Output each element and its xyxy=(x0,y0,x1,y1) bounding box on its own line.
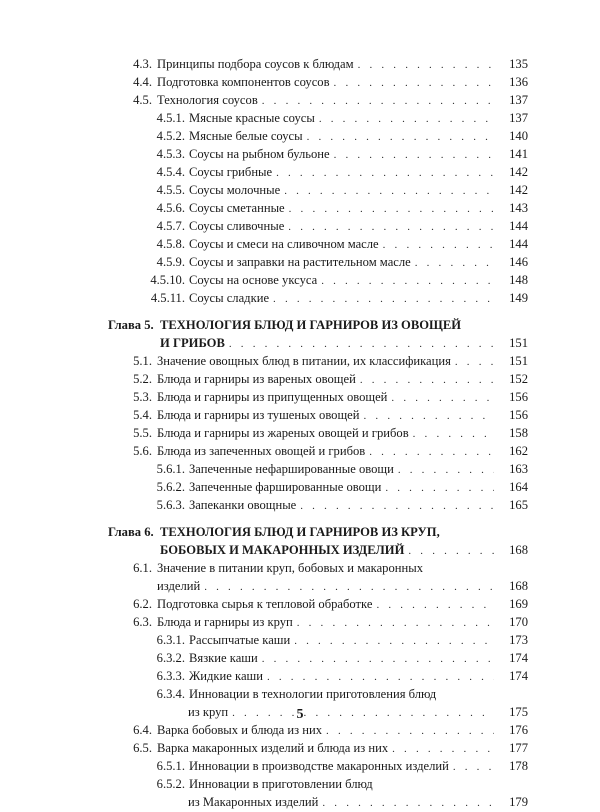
page-ref: 165 xyxy=(509,498,528,512)
entry-title-line xyxy=(157,739,500,758)
dot-leader xyxy=(319,110,494,128)
entry-title-line xyxy=(160,541,500,560)
section-number: 5.4. xyxy=(133,408,152,422)
toc-row xyxy=(0,370,600,388)
entry-title-line xyxy=(189,235,500,254)
toc-chapter-row xyxy=(0,334,600,352)
toc-row xyxy=(0,199,600,217)
entry-title: из Макаронных изделий xyxy=(188,795,319,809)
entry-title: Запеканки овощные xyxy=(189,498,297,512)
dot-leader xyxy=(360,371,494,389)
dot-leader xyxy=(289,200,494,218)
page-ref: 136 xyxy=(509,75,528,89)
page-ref: 140 xyxy=(509,129,528,143)
toc-row xyxy=(0,145,600,163)
entry-title: Технология соусов xyxy=(157,93,258,107)
toc-row xyxy=(0,685,600,703)
toc-row xyxy=(0,793,600,811)
entry-title: БОБОВЫХ И МАКАРОННЫХ ИЗДЕЛИЙ xyxy=(160,543,405,557)
entry-title: ТЕХНОЛОГИЯ БЛЮД И ГАРНИРОВ ИЗ КРУП, xyxy=(160,525,440,539)
entry-title-line xyxy=(157,442,500,461)
dot-leader xyxy=(398,461,494,479)
entry-title: Соусы сливочные xyxy=(189,219,285,233)
page-ref: 151 xyxy=(509,336,528,350)
entry-title: Блюда и гарниры из тушеных овощей xyxy=(157,408,360,422)
page-ref: 178 xyxy=(509,759,528,773)
toc-row xyxy=(0,442,600,460)
dot-leader xyxy=(300,497,494,515)
entry-title: ТЕХНОЛОГИЯ БЛЮД И ГАРНИРОВ ИЗ ОВОЩЕЙ xyxy=(160,318,462,332)
page-ref: 164 xyxy=(509,480,528,494)
entry-title: И ГРИБОВ xyxy=(160,336,225,350)
entry-title-line xyxy=(188,793,500,812)
page-ref: 175 xyxy=(509,705,528,719)
section-number: 4.5.11. xyxy=(150,291,185,305)
section-number: 5.2. xyxy=(133,372,152,386)
section-number: 6.4. xyxy=(133,723,152,737)
section-number: 4.5.4. xyxy=(156,165,185,179)
toc-row xyxy=(0,496,600,514)
entry-title: Значение овощных блюд в питании, их классификация xyxy=(157,354,451,368)
toc-row xyxy=(0,73,600,91)
toc-row xyxy=(0,235,600,253)
toc-row xyxy=(0,595,600,613)
dot-leader xyxy=(383,236,494,254)
entry-title-line xyxy=(157,613,500,632)
page-ref: 151 xyxy=(509,354,528,368)
entry-title: Варка макаронных изделий и блюда из них xyxy=(157,741,389,755)
page-ref: 173 xyxy=(509,633,528,647)
entry-title-line xyxy=(189,217,500,236)
entry-title-line xyxy=(160,316,461,334)
entry-title: Инновации в технологии приготовления блюд xyxy=(189,687,437,701)
entry-title: Соусы молочные xyxy=(189,183,281,197)
dot-leader xyxy=(385,479,494,497)
toc-row xyxy=(0,721,600,739)
section-number: 5.6.2. xyxy=(156,480,185,494)
page-ref: 163 xyxy=(509,462,528,476)
entry-title-line xyxy=(189,145,500,164)
page-ref: 146 xyxy=(509,255,528,269)
entry-title: Инновации в приготовлении блюд xyxy=(189,777,373,791)
entry-title-line xyxy=(189,460,500,479)
page-ref: 170 xyxy=(509,615,528,629)
dot-leader xyxy=(376,596,494,614)
section-number: 4.5.6. xyxy=(156,201,185,215)
entry-title: Мясные белые соусы xyxy=(189,129,303,143)
dot-leader xyxy=(276,164,494,182)
entry-title-line xyxy=(189,109,500,128)
entry-title-line xyxy=(189,289,500,308)
entry-title: Соусы грибные xyxy=(189,165,273,179)
section-number: 6.2. xyxy=(133,597,152,611)
entry-title-line xyxy=(157,721,500,740)
dot-leader xyxy=(455,353,494,371)
toc-row xyxy=(0,460,600,478)
entry-title-line xyxy=(189,478,500,497)
entry-title-line xyxy=(189,271,500,290)
page-ref: 141 xyxy=(509,147,528,161)
chapter-label: Глава 5. xyxy=(108,318,154,332)
entry-title: Значение в питании круп, бобовых и макаронных xyxy=(157,561,424,575)
entry-title-line xyxy=(157,559,423,577)
page-ref: 162 xyxy=(509,444,528,458)
toc-row xyxy=(0,613,600,631)
page-ref: 158 xyxy=(509,426,528,440)
chapter-label: Глава 6. xyxy=(108,525,154,539)
entry-title: изделий xyxy=(157,579,201,593)
dot-leader xyxy=(288,218,494,236)
dot-leader xyxy=(229,335,494,353)
section-number: 5.3. xyxy=(133,390,152,404)
toc-row xyxy=(0,757,600,775)
entry-title-line xyxy=(189,757,500,776)
entry-title: Соусы на рыбном бульоне xyxy=(189,147,330,161)
dot-leader xyxy=(413,425,494,443)
entry-title-line xyxy=(160,523,440,541)
section-number: 4.5.2. xyxy=(156,129,185,143)
entry-title: из круп xyxy=(188,705,229,719)
entry-title-line xyxy=(157,595,500,614)
page-ref: 168 xyxy=(509,579,528,593)
toc-row xyxy=(0,775,600,793)
dot-leader xyxy=(391,389,494,407)
toc-chapter-row xyxy=(0,523,600,541)
page-ref: 144 xyxy=(509,219,528,233)
section-number: 4.3. xyxy=(133,57,152,71)
page-ref: 156 xyxy=(509,390,528,404)
page-ref: 174 xyxy=(509,651,528,665)
toc-row xyxy=(0,577,600,595)
entry-title: Соусы сметанные xyxy=(189,201,285,215)
entry-title-line xyxy=(189,181,500,200)
section-number: 6.1. xyxy=(133,561,152,575)
toc-row xyxy=(0,91,600,109)
entry-title: Запеченные нефаршированные овощи xyxy=(189,462,394,476)
section-number: 6.3.2. xyxy=(156,651,185,665)
section-number: 5.6. xyxy=(133,444,152,458)
page-ref: 156 xyxy=(509,408,528,422)
page-ref: 135 xyxy=(509,57,528,71)
section-number: 4.5.9. xyxy=(156,255,185,269)
entry-title-line xyxy=(189,631,500,650)
dot-leader xyxy=(273,290,494,308)
dot-leader xyxy=(294,632,494,650)
entry-title-line xyxy=(189,163,500,182)
toc-chapter-row xyxy=(0,316,600,334)
entry-title: Блюда из запеченных овощей и грибов xyxy=(157,444,366,458)
dot-leader xyxy=(392,740,494,758)
section-number: 6.3.1. xyxy=(156,633,185,647)
dot-leader xyxy=(364,407,494,425)
entry-title-line xyxy=(157,424,500,443)
section-number: 4.4. xyxy=(133,75,152,89)
toc-row xyxy=(0,55,600,73)
entry-title-line xyxy=(189,667,500,686)
toc-row xyxy=(0,559,600,577)
section-number: 5.6.3. xyxy=(156,498,185,512)
entry-title: Блюда и гарниры из жареных овощей и грибов xyxy=(157,426,409,440)
section-number: 6.5. xyxy=(133,741,152,755)
entry-title: Запеченные фаршированные овощи xyxy=(189,480,382,494)
toc-row xyxy=(0,406,600,424)
section-number: 6.3.4. xyxy=(156,687,185,701)
entry-title: Мясные красные соусы xyxy=(189,111,315,125)
page-ref: 137 xyxy=(509,93,528,107)
section-number: 4.5.10. xyxy=(150,273,185,287)
entry-title-line xyxy=(189,649,500,668)
section-number: 6.3. xyxy=(133,615,152,629)
toc-row xyxy=(0,667,600,685)
page-ref: 142 xyxy=(509,165,528,179)
entry-title-line xyxy=(157,406,500,425)
entry-title-line xyxy=(157,73,500,92)
page-ref: 152 xyxy=(509,372,528,386)
entry-title-line xyxy=(189,199,500,218)
entry-title-line xyxy=(157,352,500,371)
dot-leader xyxy=(262,92,494,110)
dot-leader xyxy=(307,128,494,146)
entry-title-line xyxy=(157,388,500,407)
toc-row xyxy=(0,271,600,289)
entry-title: Соусы сладкие xyxy=(189,291,270,305)
dot-leader xyxy=(267,668,494,686)
entry-title-line xyxy=(157,577,500,596)
toc-row xyxy=(0,253,600,271)
section-number: 5.1. xyxy=(133,354,152,368)
section-number: 6.5.1. xyxy=(156,759,185,773)
toc-row xyxy=(0,352,600,370)
dot-leader xyxy=(334,74,494,92)
section-number: 4.5.1. xyxy=(156,111,185,125)
entry-title: Соусы и заправки на растительном масле xyxy=(189,255,411,269)
entry-title-line xyxy=(189,685,436,703)
entry-title: Подготовка компонентов соусов xyxy=(157,75,330,89)
section-number: 4.5.3. xyxy=(156,147,185,161)
entry-title: Соусы на основе уксуса xyxy=(189,273,318,287)
entry-title: Соусы и смеси на сливочном масле xyxy=(189,237,379,251)
section-number: 4.5. xyxy=(133,93,152,107)
toc-row xyxy=(0,163,600,181)
page-ref: 149 xyxy=(509,291,528,305)
page-ref: 169 xyxy=(509,597,528,611)
dot-leader xyxy=(369,443,494,461)
entry-title: Варка бобовых и блюда из них xyxy=(157,723,323,737)
dot-leader xyxy=(262,650,494,668)
entry-title: Блюда и гарниры из вареных овощей xyxy=(157,372,356,386)
dot-leader xyxy=(326,722,494,740)
page-ref: 137 xyxy=(509,111,528,125)
toc-row xyxy=(0,478,600,496)
toc-row xyxy=(0,127,600,145)
entry-title-line xyxy=(189,496,500,515)
section-number: 5.5. xyxy=(133,426,152,440)
entry-title: Инновации в производстве макаронных изделий xyxy=(189,759,449,773)
dot-leader xyxy=(415,254,494,272)
page-ref: 168 xyxy=(509,543,528,557)
page-ref: 177 xyxy=(509,741,528,755)
dot-leader xyxy=(321,272,494,290)
entry-title-line xyxy=(189,127,500,146)
entry-title: Блюда и гарниры из припущенных овощей xyxy=(157,390,388,404)
entry-title-line xyxy=(189,253,500,272)
section-number: 4.5.5. xyxy=(156,183,185,197)
page-ref: 144 xyxy=(509,237,528,251)
page-ref: 179 xyxy=(509,795,528,809)
section-number: 6.5.2. xyxy=(156,777,185,791)
toc-row xyxy=(0,289,600,307)
dot-leader xyxy=(322,794,494,812)
page-ref: 143 xyxy=(509,201,528,215)
entry-title: Подготовка сырья к тепловой обработке xyxy=(157,597,373,611)
toc-row xyxy=(0,388,600,406)
entry-title: Рассыпчатые каши xyxy=(189,633,291,647)
dot-leader xyxy=(204,578,494,596)
dot-leader xyxy=(284,182,494,200)
toc-row xyxy=(0,631,600,649)
entry-title: Вязкие каши xyxy=(189,651,258,665)
toc-chapter-row xyxy=(0,541,600,559)
toc-row xyxy=(0,217,600,235)
entry-title-line xyxy=(157,55,500,74)
page-ref: 142 xyxy=(509,183,528,197)
entry-title-line xyxy=(160,334,500,353)
toc-row xyxy=(0,424,600,442)
toc-row xyxy=(0,739,600,757)
entry-title-line xyxy=(157,91,500,110)
toc-row xyxy=(0,649,600,667)
section-number: 4.5.8. xyxy=(156,237,185,251)
entry-title-line xyxy=(157,370,500,389)
entry-title-line xyxy=(189,775,373,793)
entry-title: Принципы подбора соусов к блюдам xyxy=(157,57,354,71)
dot-leader xyxy=(453,758,494,776)
entry-title: Жидкие каши xyxy=(189,669,263,683)
toc-row xyxy=(0,109,600,127)
section-number: 4.5.7. xyxy=(156,219,185,233)
page-ref: 176 xyxy=(509,723,528,737)
page-ref: 148 xyxy=(509,273,528,287)
page-number: 5 xyxy=(296,707,304,722)
toc-row xyxy=(0,181,600,199)
page-ref: 174 xyxy=(509,669,528,683)
section-number: 6.3.3. xyxy=(156,669,185,683)
dot-leader xyxy=(297,614,494,632)
entry-title: Блюда и гарниры из круп xyxy=(157,615,293,629)
section-number: 5.6.1. xyxy=(156,462,185,476)
dot-leader xyxy=(408,542,494,560)
dot-leader xyxy=(358,56,494,74)
dot-leader xyxy=(334,146,494,164)
